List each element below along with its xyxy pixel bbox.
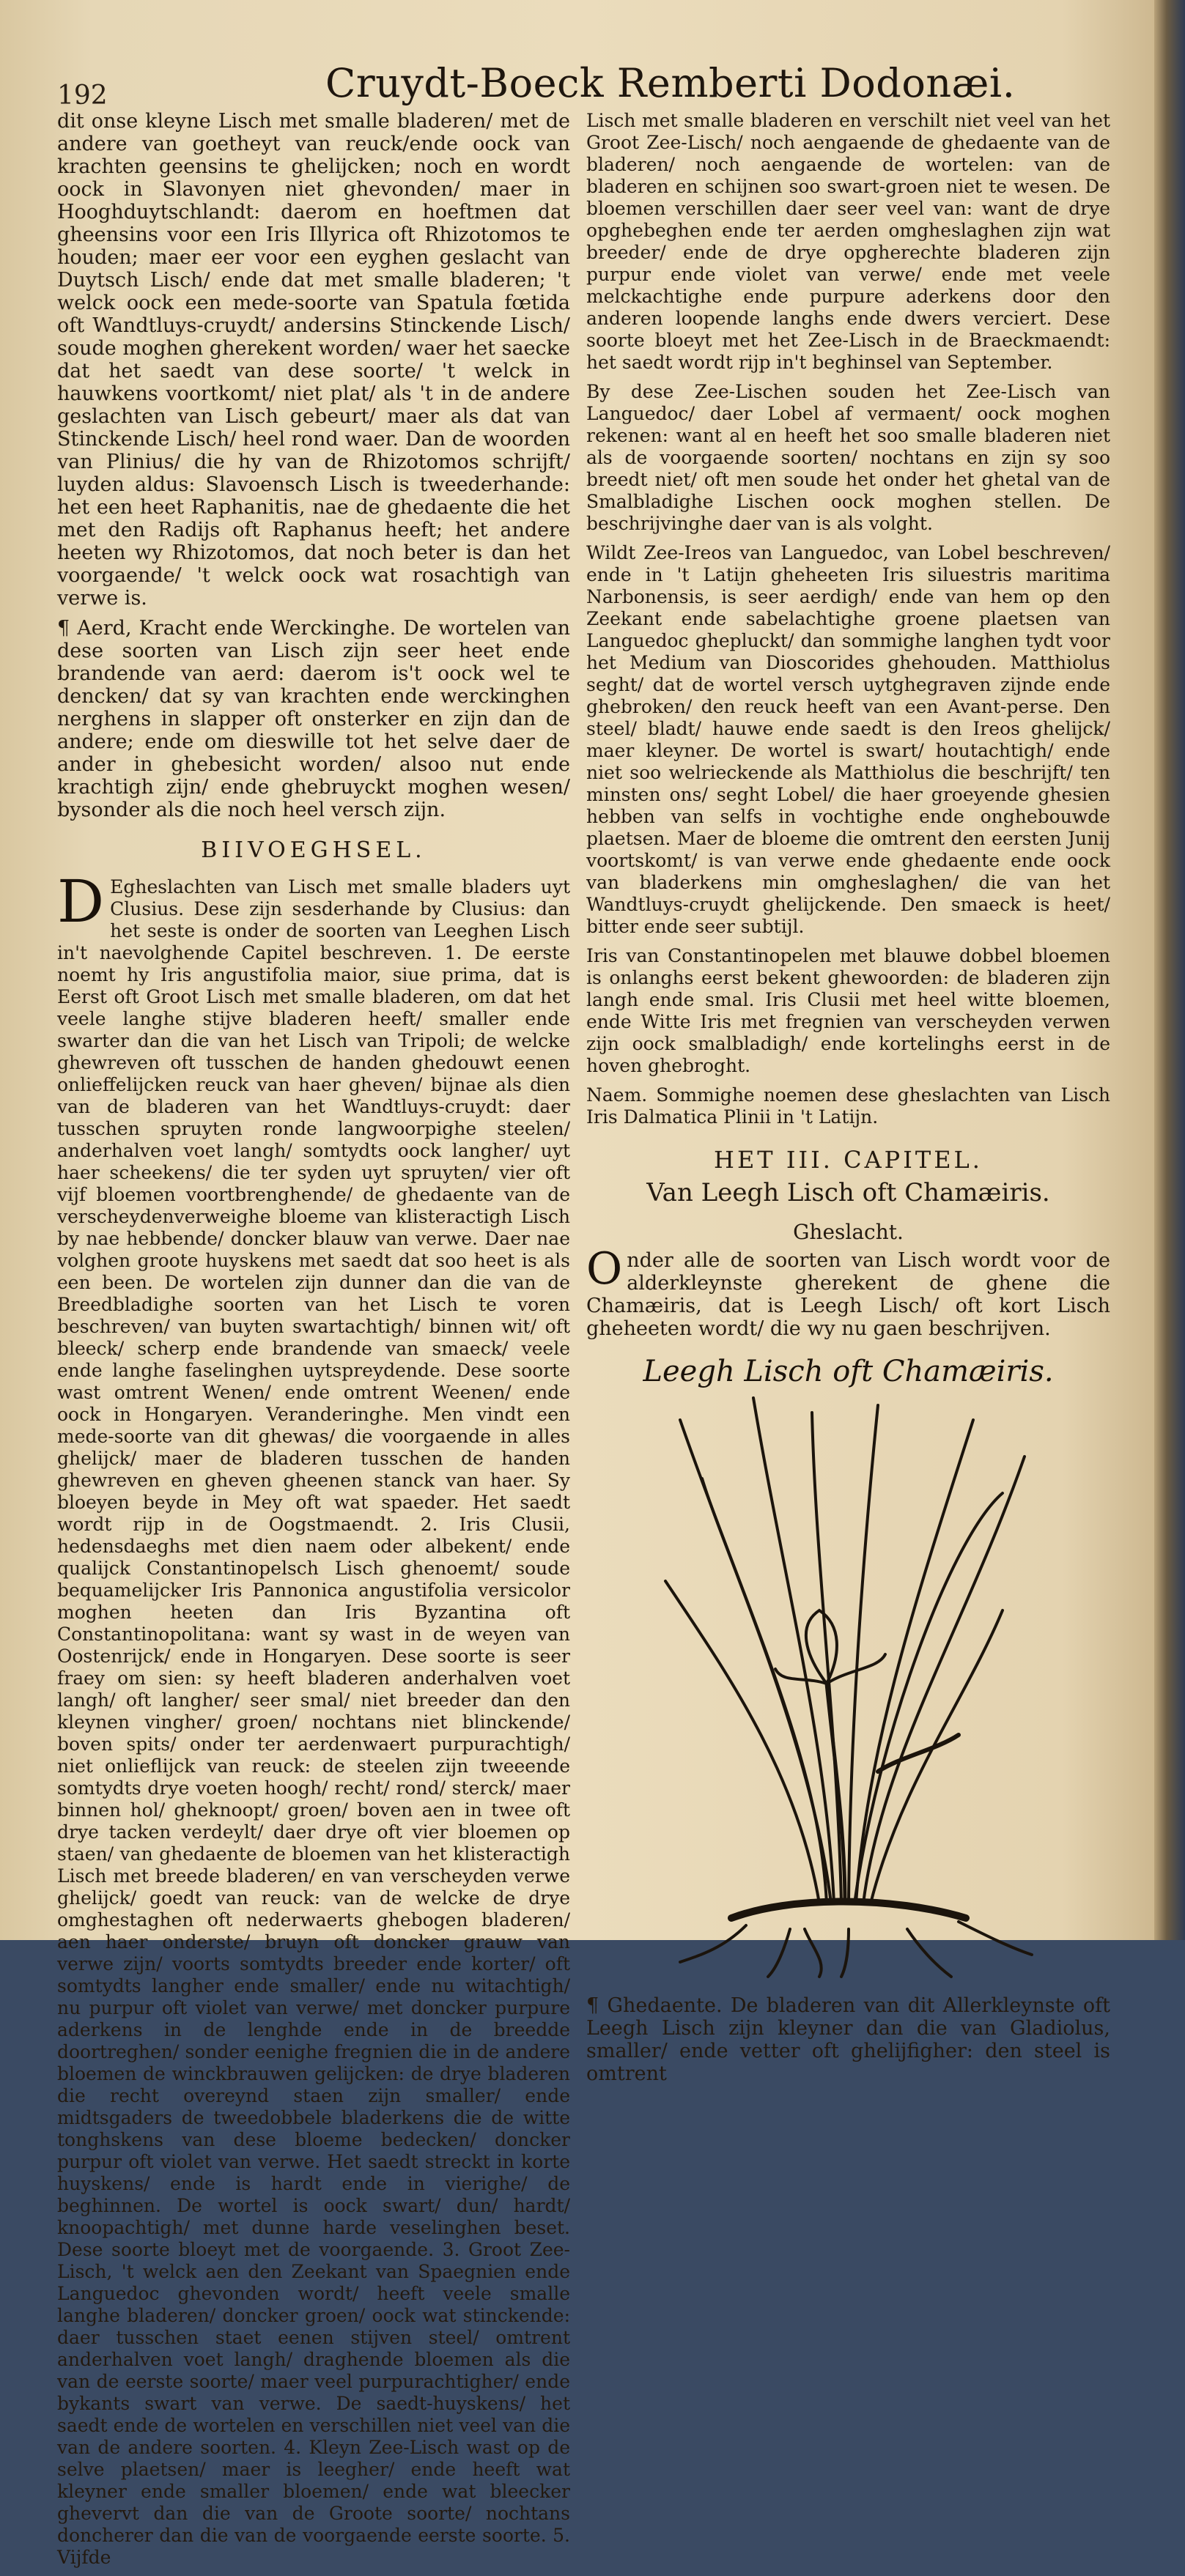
intro-paragraph: dit onse kleyne Lisch met smalle bladeren/ met de andere van goetheyt van reuck/ende oock van krachten geensins te ghelijcken; noch en wordt oock in Slavonyen niet ghevonden/ maer in Hooghduytschlandt: daerom en hoeftmen dat gheensins voor een Iris Illyrica oft Rhizotomos te houden; maer eer voor een eyghen geslacht van Duytsch Lisch/ ende dat met smalle bladeren; 't welck oock een mede-soorte van Spatula fœtida oft Wandtluys-cruydt/ andersins Stinckende Lisch/ soude moghen gherekent worden/ waer het saecke dat het saedt van dese soorte/ 't welck in hauwkens voortkomt/ niet plat/ als 't in de andere geslachten van Lisch gebeurt/ maer als dat van Stinckende Lisch/ heel rond waer. Dan de woorden van Plinius/ die hy van de Rhizotomos schrijft/ luyden aldus: Slavoensch Lisch is tweederhande: het een heet Raphanitis, nae de ghedaente die het met den Radijs oft Raphanus heeft; het andere heeten wy Rhizotomos, dat noch beter is dan het voorgaende/ 't welck oock wat rosachtigh van verwe is.: [57, 110, 570, 610]
properties-paragraph: ¶ Aerd, Kracht ende Werckinghe. De wortelen van dese soorten van Lisch zijn seer heet ende brandende van aerd: daerom is't oock wel te dencken/ dat sy van krachten ende werckinghen nerghens in slapper oft onsterker en zijn dan de andere; ende om dieswille tot het selve daer de ander in ghebesicht worden/ alsoo nut ende krachtigh zijn/ ende ghebruyckt moghen wesen/ bysonder als die noch heel versch zijn.: [57, 617, 570, 821]
iris-woodcut-illustration: [658, 1391, 1039, 1977]
chapter-text: nder alle de soorten van Lisch wordt voor de alderkleynste gherekent de ghene die Chamæiris, dat is Leegh Lisch/ oft kort Lisch gheheeten wordt/ die wy nu gaen beschrijven.: [586, 1249, 1110, 1340]
right-paragraph: Naem. Sommighe noemen dese gheslachten van Lisch Iris Dalmatica Plinii in 't Latijn.: [586, 1084, 1110, 1128]
page-number: 192: [57, 81, 108, 111]
dropcap-letter: O: [586, 1243, 623, 1295]
right-paragraph: Lisch met smalle bladeren en verschilt niet veel van het Groot Zee-Lisch/ noch aengaende de ghedaente van de bladeren/ noch aengaende de wortelen: van de bladeren en schijnen soo swart-groen niet te wesen. De bloemen verschillen daer seer veel van: want de drye opghebeghen ende ter aerden omgheslaghen zijn wat breeder/ ende de drye opgherechte bladeren zijn purpur ende violet van verwe/ ende met veele melckachtighe ende purpure aderkens door den anderen loopende langhs ende dwers verciert. Dese soorte bloeyt met het Zee-Lisch in de Braeckmaendt: het saedt wordt rijp in't beghinsel van September.: [586, 110, 1110, 373]
right-paragraph: By dese Zee-Lischen souden het Zee-Lisch van Languedoc/ daer Lobel af vermaent/ oock moghen rekenen: want al en heeft het soo smalle bladeren niet als de voorgaende soorten/ nochtans en zijn sy soo breedt niet/ oft men soude het onder het ghetal van de Smalbladighe Lischen oock moghen stellen. De beschrijvinghe daer van is als volght.: [586, 381, 1110, 534]
chapter-title: Van Leegh Lisch oft Chamæiris.: [646, 1178, 1050, 1207]
sub-heading: Gheslacht.: [793, 1220, 904, 1244]
figure-caption: Leegh Lisch oft Chamæiris.: [643, 1355, 1054, 1388]
book-page-edge: [1154, 0, 1185, 1940]
page-header: [51, 57, 1151, 111]
chapter-paragraph: [586, 1243, 1110, 1340]
dropcap-letter: D: [57, 867, 105, 936]
section-heading: BIIVOEGHSEL.: [201, 837, 427, 863]
right-paragraph: Iris van Constantinopelen met blauwe dobbel bloemen is onlanghs eerst bekent ghewoorden: de bladeren zijn langh ende smal. Iris Clusii met heel witte bloemen, ende Witte Iris met fregnien van verscheyden verwen zijn oock smalbladigh/ ende kortelinghs eerst in de hoven ghebroght.: [586, 945, 1110, 1076]
left-column: [57, 110, 570, 2576]
running-title: Cruydt-Boeck Remberti Dodonæi.: [325, 60, 1016, 106]
right-column: [586, 110, 1110, 2092]
supplement-text: Egheslachten van Lisch met smalle bladers uyt Clusius. Dese zijn sesderhande by Clusius: dan het seste is onder de soorten van Leeghen Lisch in't naevolghende Capitel beschreven. 1. De eerste noemt hy Iris angustifolia maior, siue prima, dat is Eerst oft Groot Lisch met smalle bladeren, om dat het veele langhe stijve bladeren heeft/ smaller ende swarter dan die van het Lisch van Tripoli; de welcke ghewreven oft tusschen de handen ghedouwt eenen onlieffelijcken reuck van haer gheven/ bijnae als dien van de bladeren van het Wandtluys-cruydt: daer tusschen spruyten ronde langwoorpighe steelen/ anderhalven voet langh/ somtydts oock langher/ uyt haer scheekens/ die ter syden uyt spruyten/ vier oft vijf bloemen voortbrenghende/ de ghedaente van de verscheydenverweighe bloeme van klisteractigh Lisch by nae hebbende/ doncker blauw van verwe. Daer nae volghen groote huyskens met saedt dat soo heet is als een been. De wortelen zijn dunner dan die van de Breedbladighe soorten van het Lisch te voren beschreven/ van buyten swartachtigh/ binnen wit/ oft bleeck/ scherp ende brandende van smaeck/ veele ende langhe faselinghen uytspreydende. Dese soorte wast omtrent Wenen/ ende omtrent Weenen/ ende oock in Hongaryen. Veranderinghe. Men vindt een mede-soorte van dit ghewas/ die voorgaende in alles ghelijck/ maer de bladeren tusschen de handen ghewreven en gheven gheenen stanck van haer. Sy bloeyen beyde in Mey oft wat spaeder. Het saedt wordt rijp in de Oogstmaendt. 2. Iris Clusii, hedensdaeghs met dien naem oder albekent/ ende qualijck Constantinopelsch Lisch ghenoemt/ soude bequamelijcker Iris Pannonica angustifolia versicolor moghen heeten dan Iris Byzantina oft Constantinopolitana: want sy wast in de weyen van Oostenrijck/ ende in Hongaryen. Dese soorte is seer fraey om sien: sy heeft bladeren anderhalven voet langh/ oft langher/ seer smal/ niet breeder dan den kleynen vingher/ groen/ nochtans niet blinckende/ boven spits/ onder ter aerdenwaert purpurachtigh/ niet onlieflijck van reuck: de steelen zijn tweeende somtydts drye voeten hoogh/ recht/ rond/ sterck/ maer binnen hol/ gheknoopt/ groen/ boven aen in twee oft drye tacken verdeylt/ daer drye oft vier bloemen op staen/ van ghedaente de bloemen van het klisteractigh Lisch met breede bladeren/ en van verscheyden verwe ghelijck/ goedt van reuck: van de welcke de drye omghestaghen oft nederwaerts ghebogen bladeren/ aen haer onderste/ bruyn oft doncker grauw van verwe zijn/ voorts somtydts breeder ende korter/ oft somtydts langher ende smaller/ ende nu witachtigh/ nu purpur oft violet van verwe/ met doncker purpure aderkens in de lenghde ende in de breedde doortreghen/ sonder eenighe fregnien die in de andere bloemen de winckbrauwen gelijcken: de drye bladeren die recht overeynd staen zijn smaller/ ende midtsgaders de tweedobbele bladerkens die de witte tonghskens van dese bloeme bedecken/ doncker purpur oft violet van verwe. Het saedt streckt in korte huyskens/ ende is hardt ende in vierighe/ de beghinnen. De wortel is oock swart/ dun/ hardt/ knoopachtigh/ met dunne harde veselinghen beset. Dese soorte bloeyt met de voorgaende. 3. Groot Zee-Lisch, 't welck aen den Zeekant van Spaegnien ende Languedoc ghevonden wordt/ heeft veele smalle langhe bladeren/ doncker groen/ oock wat stinckende: daer tusschen staet eenen stijven steel/ omtrent anderhalven voet langh/ draghende bloemen als die van de eerste soorte/ maer veel purpurachtigher/ ende bykants swart van verwe. De saedt-huyskens/ het saedt ende de wortelen en verschillen niet veel van die van de andere soorten. 4. Kleyn Zee-Lisch wast op de selve plaetsen/ maer is leegher/ ende heeft wat kleyner ende smaller bloemen/ ende wat bleecker ghevervt dan die van de Groote soorte/ nochtans doncherer dan die van de voorgaende eerste soorte. 5. Vijfde: [57, 876, 570, 2568]
chapter-heading: HET III. CAPITEL.: [714, 1146, 983, 1174]
closing-paragraph: ¶ Ghedaente. De bladeren van dit Allerkleynste oft Leegh Lisch zijn kleyner dan die van Gladiolus, smaller/ ende vetter oft ghelijfigher: den steel is omtrent: [586, 1994, 1110, 2085]
supplement-paragraph: [57, 867, 570, 2569]
right-paragraph: Wildt Zee-Ireos van Languedoc, van Lobel beschreven/ ende in 't Latijn gheheeten Iris siluestris maritima Narbonensis, is seer aerdigh/ ende van hem op den Zeekant ende sabelachtighe groene plaetsen van Languedoc ghepluckt/ dan sommighe langhen tydt voor het Medium van Dioscorides ghehouden. Matthiolus seght/ dat de wortel versch uytghegraven zijnde ende ghebroken/ den reuck heeft van een Avant-perse. Den steel/ bladt/ hauwe ende saedt is den Ireos ghelijck/ maer kleyner. De wortel is swart/ houtachtigh/ ende niet soo welrieckende als Matthiolus die beschrijft/ ten minsten ons/ seght Lobel/ die haer groeyende ghesien hebben van selfs in vochtighe ende onghebouwde plaetsen. Maer de bloeme die omtrent den eersten Junij voortskomt/ is van verwe ende ghedaente ende oock van bladerkens min omgheslaghen/ die van het Wandtluys-cruydt ghelijckende. Den smaeck is heet/ bitter ende seer subtijl.: [586, 542, 1110, 937]
